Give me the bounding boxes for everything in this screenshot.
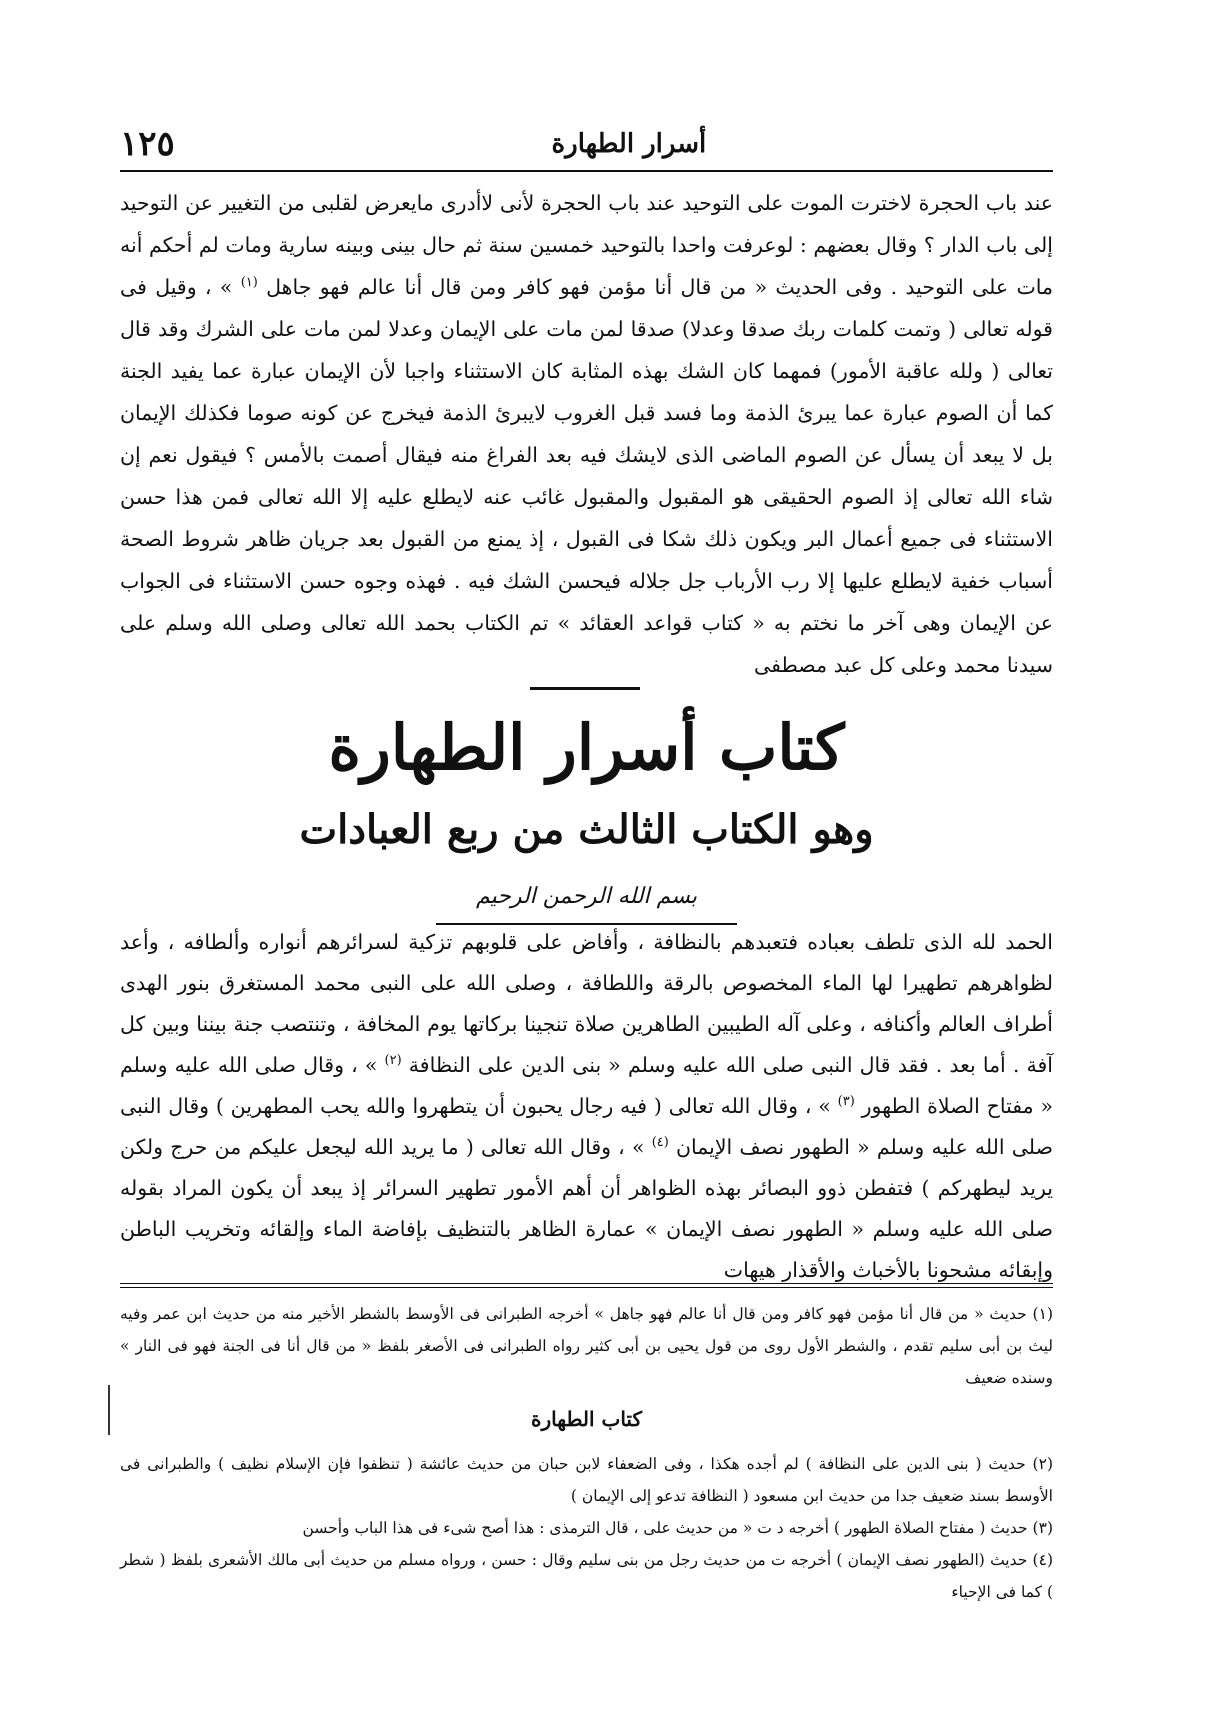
margin-mark: [108, 1385, 110, 1435]
page-number: ١٢٥: [120, 124, 175, 164]
text-segment: » ، وقال الله تعالى ( فيه رجال يحبون أن يتطهروا والله يحب المطهرين ) وقال النبى صلى الله عليه وسلم « الطهور نصف الإيمان: [120, 1094, 1053, 1159]
section-divider: [530, 687, 640, 690]
text-segment: » ، وقال صلى الله عليه وسلم « مفتاح الصلاة الطهور: [120, 1053, 1054, 1118]
text-segment: » ، وقيل فى قوله تعالى ( وتمت كلمات ربك صدقا وعدلا) صدقا لمن مات على الإيمان وعدلا لمن مات على الشرك وقد قال تعالى ( ولله عاقبة الأمور) فمهما كان الشك بهذه المثابة كان الاستثناء واجبا لأن الإيمان عبارة عما يفيد الجنة كما أن الصوم عبارة عما يبرئ الذمة وما فسد قبل الغروب لايبرئ الذمة فيخرج عن كونه صوما فكذلك الإيمان بل لا يبعد أن يسأل عن الصوم الماضى الذى لايشك فيه بعد الفراغ منه فيقال أصمت بالأمس ؟ فيقول نعم إن شاء الله تعالى إذ الصوم الحقيقى هو المقبول والمقبول غائب عنه لايطلع عليه إلا الله تعالى فمن هذا حسن الاستثناء فى جميع أعمال البر ويكون ذلك شكا فى القبول ، إذ يمنع من القبول بعد جريان ظاهر شروط الصحة أسباب خفية لايطلع عليها إلا رب الأرباب جل جلاله فيحسن الشك فيه . فهذه وجوه حسن الاستثناء فى الجواب عن الإيمان وهى آخر ما نختم به « كتاب قواعد العقائد » تم الكتاب بحمد الله تعالى وصلى الله وسلم على سيدنا محمد وعلى كل عبد مصطفى: [120, 275, 1053, 677]
preceding-paragraph: [120, 182, 1053, 686]
footnote-2: (٢) حديث ( بنى الدين على النظافة ) لم أجده هكذا ، وفى الضعفاء لابن حبان من حديث عائشة ( تنظفوا فإن الإسلام نظيف ) والطبرانى فى الأوسط بسند ضعيف جدا من حديث ابن مسعود ( النظافة تدعو إلى الإيمان ): [120, 1455, 1053, 1505]
footnote-separator: [120, 1283, 1053, 1288]
basmala-text: بسم الله الرحمن الرحيم: [436, 875, 737, 925]
book-title: كتاب أسرار الطهارة: [328, 711, 845, 784]
footnote-1: (١) حديث « من قال أنا مؤمن فهو كافر ومن قال أنا عالم فهو جاهل » أخرجه الطبرانى فى الأوسط بالشطر الأخير منه من حديث ابن عمر وفيه ليث بن أبى سليم تقدم ، والشطر الأول روى من قول يحيى بن أبى كثير رواه الطبرانى فى الأصغر بلفظ « من قال أنا فى الجنة فهو فى النار » وسنده ضعيف: [120, 1305, 1053, 1387]
footnote-ref-1: (١): [240, 275, 258, 291]
footnote-3: (٣) حديث ( مفتاح الصلاة الطهور ) أخرجه د ت « من حديث على ، قال الترمذى : هذا أصح شىء فى هذا الباب وأحسن: [302, 1519, 1053, 1537]
chapter-opening-text: [120, 922, 1053, 1291]
footnote-ref-3: (٣): [837, 1094, 855, 1110]
text-segment: » ، وقال الله تعالى ( ما يريد الله ليجعل عليكم من حرج ولكن يريد ليطهركم ) فتفطن ذوو البصائر بهذه الظواهر أن أهم الأمور تطهير السرائر إذ يبعد أن يكون المراد بقوله صلى الله عليه وسلم « الطهور نصف الإيمان » عمارة الظاهر بالتنظيف بإفاضة الماء وإلقائه وتخريب الباطن وإبقائه مشحونا بالأخباث والأقذار هيهات: [120, 1135, 1053, 1282]
footnote-ref-4: (٤): [651, 1135, 669, 1151]
footnotes-previous-chapter: [120, 1298, 1053, 1394]
text-segment: عند باب الحجرة لاخترت الموت على التوحيد عند باب الحجرة لأنى لاأدرى مايعرض لقلبى من التغيير عن التوحيد إلى باب الدار ؟ وقال بعضهم : لوعرفت واحدا بالتوحيد خمسين سنة ثم حال بينى وبينه سارية ومات لم أحكم أنه مات على التوحيد . وفى الحديث « من قال أنا مؤمن فهو كافر ومن قال أنا عالم فهو جاهل: [120, 191, 1053, 299]
footnotes-current-chapter: [120, 1448, 1053, 1608]
opening-paragraph: [120, 922, 1053, 1291]
basmala: [120, 875, 1053, 919]
book-subtitle: وهو الكتاب الثالث من ربع العبادات: [299, 806, 874, 853]
page-header: [120, 118, 1053, 172]
text-segment: الحمد لله الذى تلطف بعباده فتعبدهم بالنظافة ، وأفاض على قلوبهم تزكية لسرائرهم أنواره وألطافه ، وأعد لظواهرهم تطهيرا لها الماء المخصوص بالرقة واللطافة ، وصلى الله على النبى محمد المستغرق بنور الهدى أطراف العالم وأكنافه ، وعلى آله الطيبين الطاهرين صلاة تنجينا بركاتها يوم المخافة ، وتنتصب جنة بيننا وبين كل آفة . أما بعد . فقد قال النبى صلى الله عليه وسلم « بنى الدين على النظافة: [120, 930, 1053, 1077]
footnote-4: (٤) حديث (الطهور نصف الإيمان ) أخرجه ت من حديث رجل من بنى سليم وقال : حسن ، ورواه مسلم من حديث أبى مالك الأشعرى بلفظ ( شطر ) كما فى الإحياء: [120, 1551, 1053, 1601]
preceding-chapter-text: [120, 182, 1053, 686]
running-title: أسرار الطهارة: [551, 129, 707, 159]
footnote-section-heading: كتاب الطهارة: [531, 1407, 642, 1431]
footnote-ref-2: (٢): [384, 1053, 402, 1069]
